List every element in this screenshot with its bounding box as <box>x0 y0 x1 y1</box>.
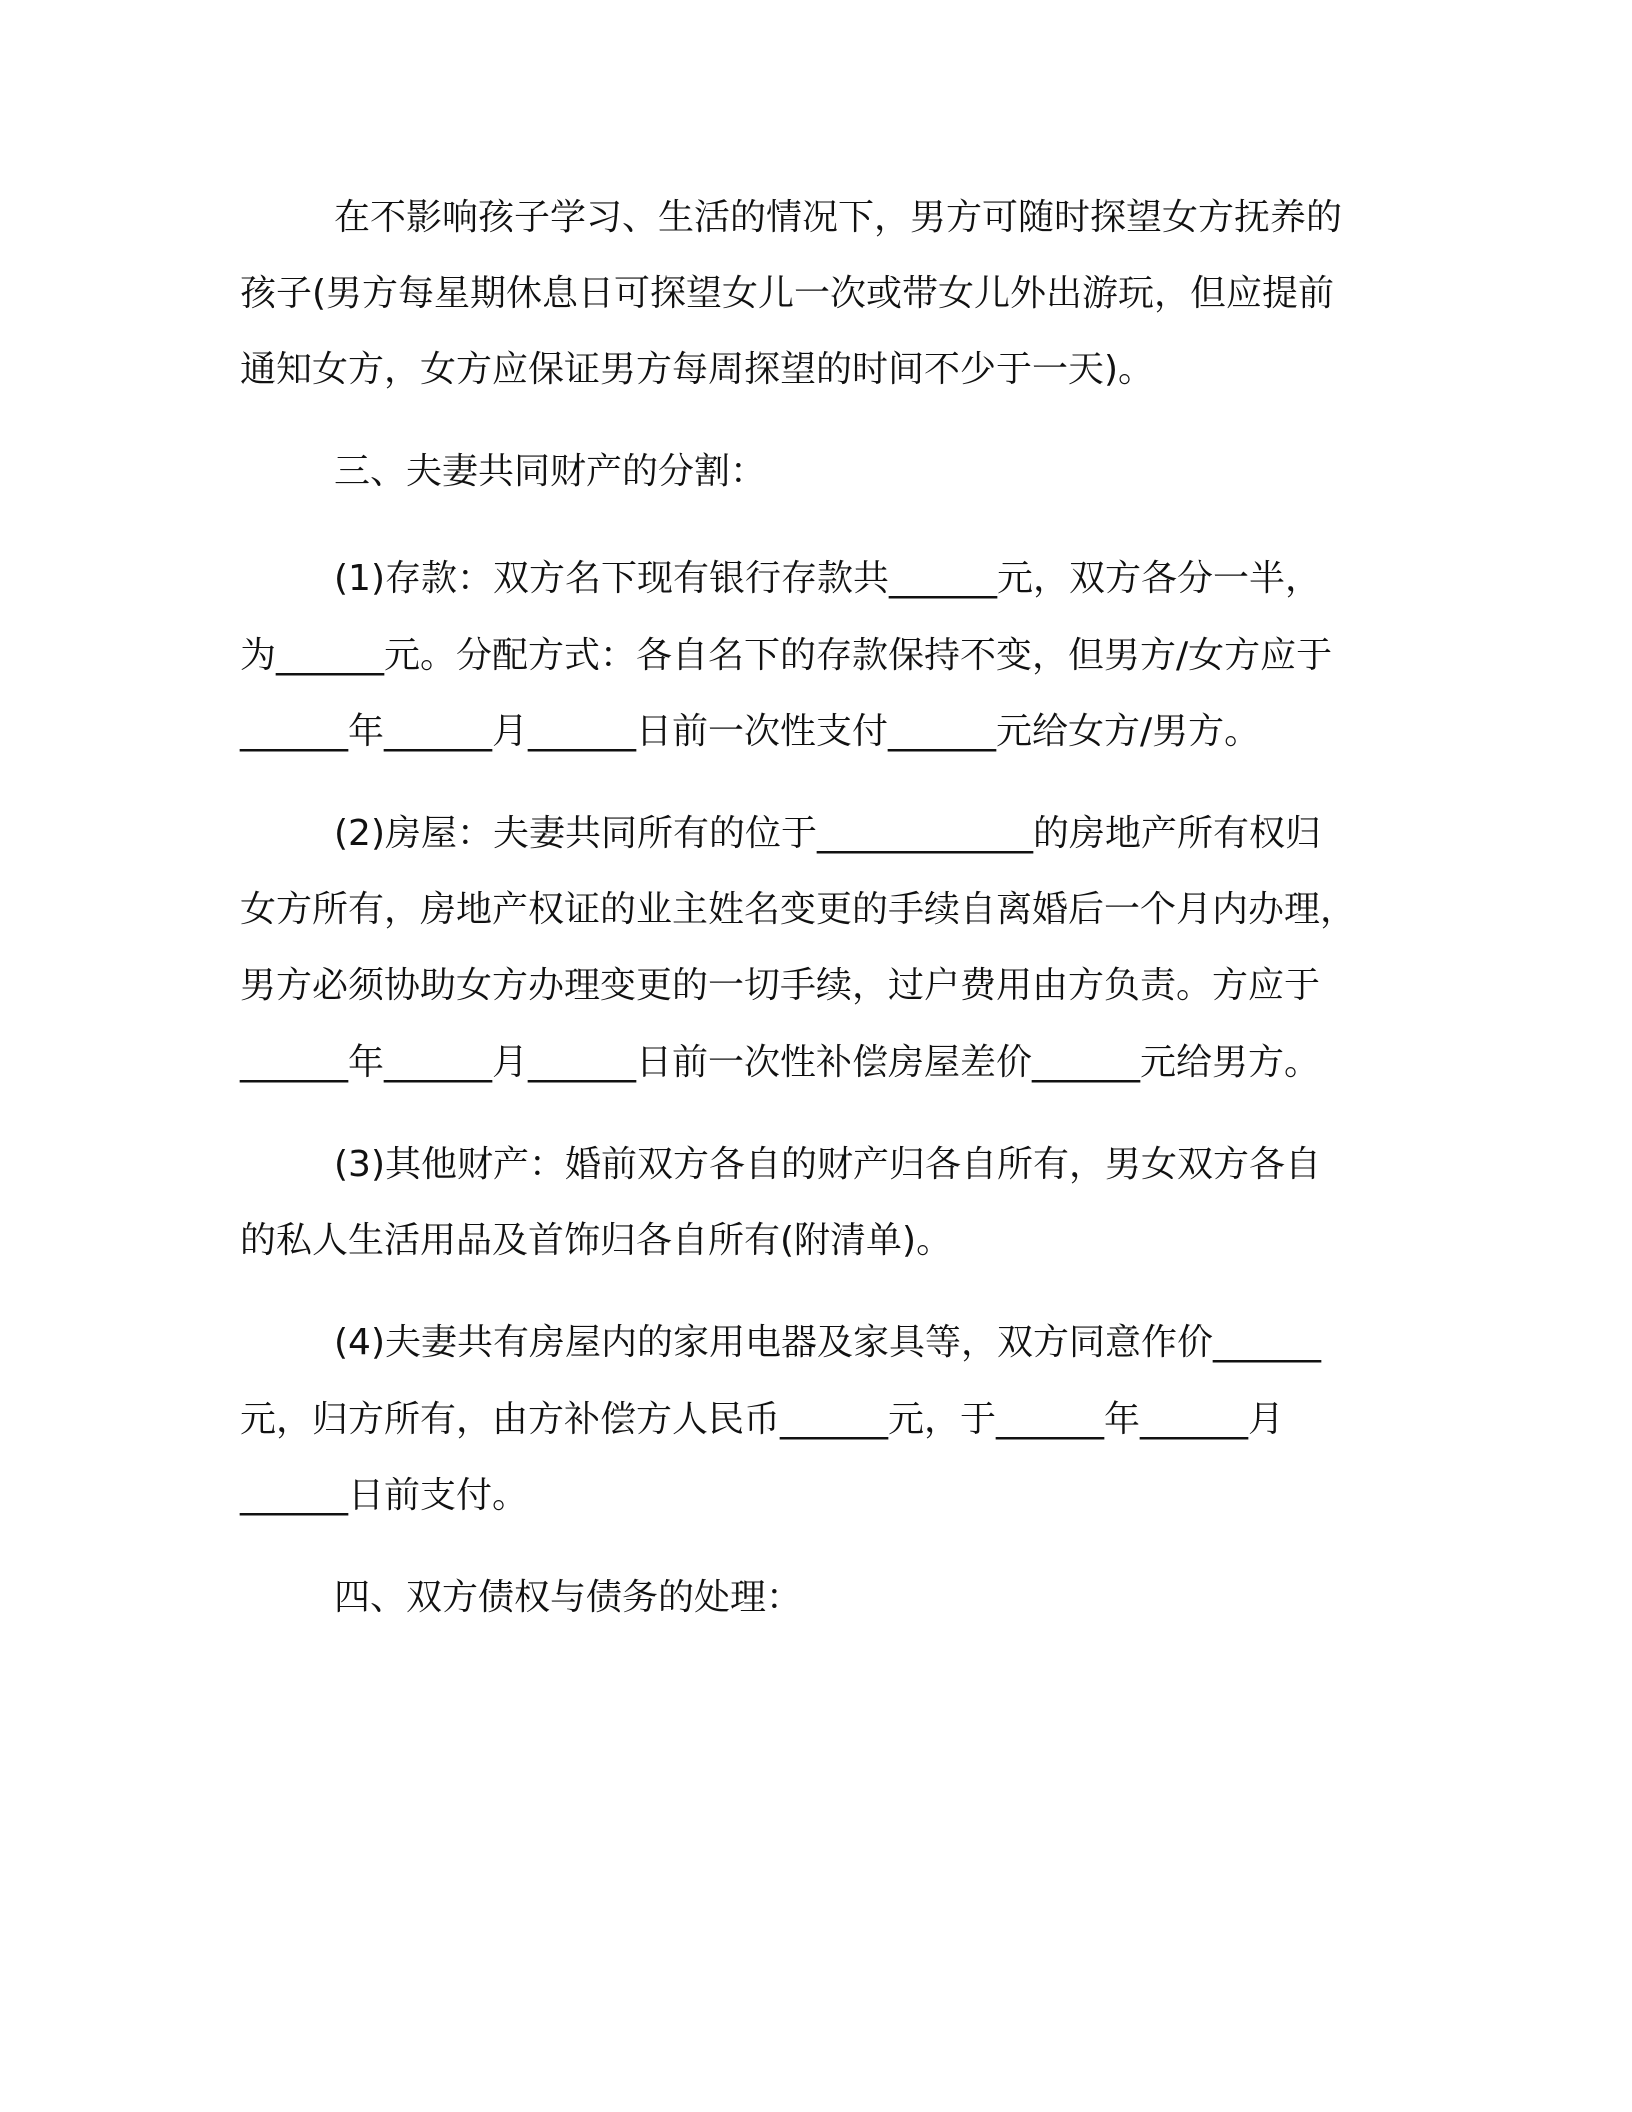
visitation-line-2: 孩子(男方每星期休息日可探望女儿一次或带女儿外出游玩，但应提前 <box>240 273 1335 314</box>
item-2-line-1: (2)房屋：夫妻共同所有的位于____________的房地产所有权归 <box>334 813 1321 854</box>
item-2-line-2: 女方所有，房地产权证的业主姓名变更的手续自离婚后一个月内办理， <box>240 889 1357 930</box>
item-1-line-3: ______年______月______日前一次性支付______元给女方/男方。 <box>240 711 1261 752</box>
visitation-line-3: 通知女方，女方应保证男方每周探望的时间不少于一天)。 <box>240 349 1155 390</box>
section-4-heading: 四、双方债权与债务的处理： <box>334 1577 803 1618</box>
item-4-line-3: ______日前支付。 <box>240 1475 529 1516</box>
item-4-line-2: 元，归方所有，由方补偿方人民币______元，于______年______月 <box>240 1399 1285 1440</box>
item-3-line-2: 的私人生活用品及首饰归各自所有(附清单)。 <box>240 1220 953 1261</box>
item-1-line-2: 为______元。分配方式：各自名下的存款保持不变，但男方/女方应于 <box>240 635 1333 676</box>
item-4-line-1: (4)夫妻共有房屋内的家用电器及家具等，双方同意作价______ <box>334 1322 1321 1363</box>
section-3-heading: 三、夫妻共同财产的分割： <box>334 451 767 492</box>
item-2-line-3: 男方必须协助女方办理变更的一切手续，过户费用由方负责。方应于 <box>240 965 1321 1006</box>
visitation-line-1: 在不影响孩子学习、生活的情况下，男方可随时探望女方抚养的 <box>334 197 1343 238</box>
item-2-line-4: ______年______月______日前一次性补偿房屋差价______元给男方。 <box>240 1042 1321 1083</box>
item-3-line-1: (3)其他财产：婚前双方各自的财产归各自所有，男女双方各自 <box>334 1144 1321 1185</box>
item-1-line-1: (1)存款：双方名下现有银行存款共______元，双方各分一半， <box>334 558 1321 599</box>
